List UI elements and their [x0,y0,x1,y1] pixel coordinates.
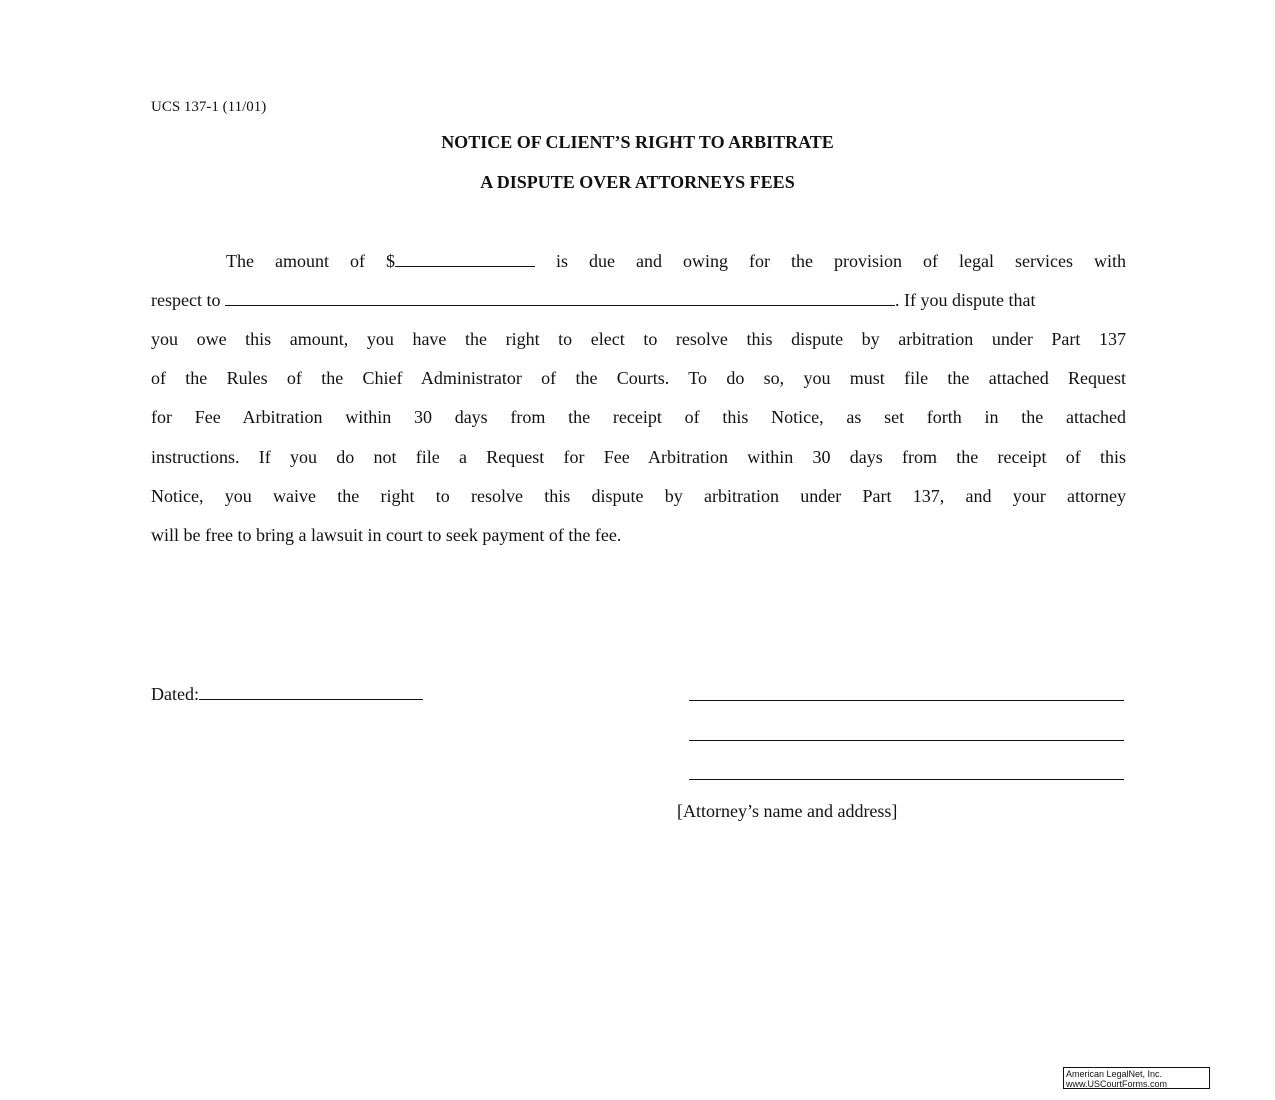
attorney-signature-line-1[interactable] [689,700,1124,701]
body-line-7: Notice, you waive the right to resolve this dispute by arbitration under Part 137, and your attorney [151,486,1126,506]
respect-continuation: . If you dispute that [894,290,1036,310]
body-line-4: of the Rules of the Chief Administrator of the Courts. To do so, you must file the attached Request [151,368,1126,388]
amount-blank[interactable] [395,250,535,267]
dated-blank[interactable] [199,683,423,700]
watermark-line-1: American LegalNet, Inc. [1066,1069,1163,1079]
document-title-line-2: A DISPUTE OVER ATTORNEYS FEES [480,172,795,192]
watermark-line-2: www.USCourtForms.com [1066,1079,1168,1089]
body-line-6: instructions. If you do not file a Request for Fee Arbitration within 30 days from the receipt of this [151,447,1126,467]
attorney-signature-line-3[interactable] [689,779,1124,780]
body-line-3: you owe this amount, you have the right to elect to resolve this dispute by arbitration under Part 137 [151,329,1126,349]
amount-continuation: is due and owing for the provision of legal services with [535,251,1126,271]
respect-label: respect to [151,290,225,310]
body-line-8: will be free to bring a lawsuit in court to seek payment of the fee. [151,525,622,545]
dated-label: Dated: [151,684,199,704]
body-line-2 [151,289,1126,311]
document-title-line-1: NOTICE OF CLIENT’S RIGHT TO ARBITRATE [441,132,834,152]
form-code: UCS 137-1 (11/01) [151,99,267,115]
body-line-1 [151,250,1126,272]
attorney-caption: [Attorney’s name and address] [677,801,898,821]
watermark-box [1063,1067,1210,1089]
body-line-5: for Fee Arbitration within 30 days from the receipt of this Notice, as set forth in the attached [151,407,1126,427]
dated-field [151,683,423,705]
respect-to-blank[interactable] [225,289,895,306]
amount-label: The amount of $ [226,251,395,271]
attorney-signature-line-2[interactable] [689,740,1124,741]
